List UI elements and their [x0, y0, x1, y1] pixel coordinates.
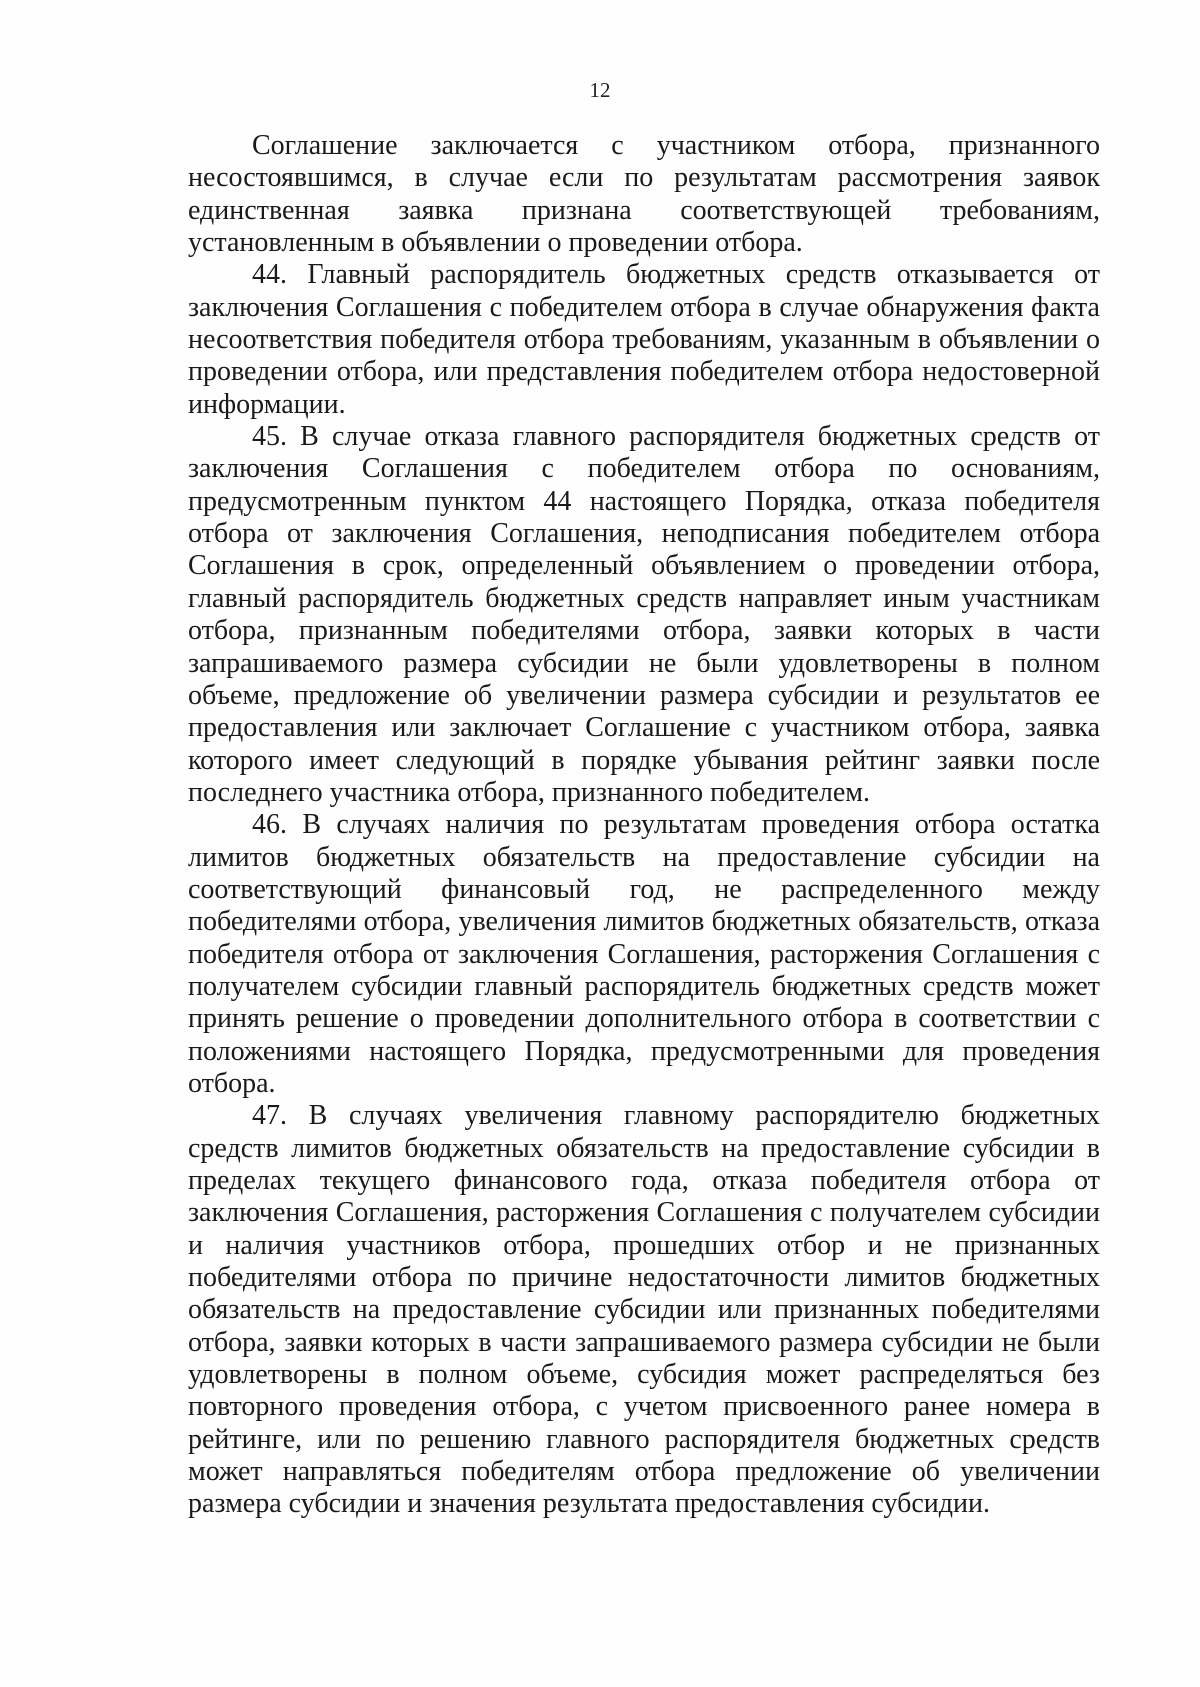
paragraph-47: 47. В случаях увеличения главному распорядителю бюджетных средств лимитов бюджетных обязательств на предоставление субсидии в пределах текущего финансового года, отказа победителя отбора от заключения Соглашения, расторжения Соглашения с получателем субсидии и наличия участников отбора, прошедших отбор и не признанных победителями отбора по причине недостаточности лимитов бюджетных обязательств на предоставление субсидии или признанных победителями отбора, заявки которых в части запрашиваемого размера субсидии не были удовлетворены в полном объеме, субсидия может распределяться без повторного проведения отбора, с учетом присвоенного ранее номера в рейтинге, или по решению главного распорядителя бюджетных средств может направляться победителям отбора предложение об увеличении размера субсидии и значения результата предоставления субсидии. [188, 1100, 1100, 1520]
page-number: 12 [589, 78, 611, 102]
document-body [188, 130, 1100, 1521]
paragraph-43-continuation: Соглашение заключается с участником отбора, признанного несостоявшимся, в случае если по результатам рассмотрения заявок единственная заявка признана соответствующей требованиям, установленным в объявлении о проведении отбора. [188, 130, 1100, 259]
paragraph-45: 45. В случае отказа главного распорядителя бюджетных средств от заключения Соглашения с победителем отбора по основаниям, предусмотренным пунктом 44 настоящего Порядка, отказа победителя отбора от заключения Соглашения, неподписания победителем отбора Соглашения в срок, определенный объявлением о проведении отбора, главный распорядитель бюджетных средств направляет иным участникам отбора, признанным победителями отбора, заявки которых в части запрашиваемого размера субсидии не были удовлетворены в полном объеме, предложение об увеличении размера субсидии и результатов ее предоставления или заключает Соглашение с участником отбора, заявка которого имеет следующий в порядке убывания рейтинг заявки после последнего участника отбора, признанного победителем. [188, 421, 1100, 808]
paragraph-46: 46. В случаях наличия по результатам проведения отбора остатка лимитов бюджетных обязательств на предоставление субсидии на соответствующий финансовый год, не распределенного между победителями отбора, увеличения лимитов бюджетных обязательств, отказа победителя отбора от заключения Соглашения, расторжения Соглашения с получателем субсидии главный распорядитель бюджетных средств может принять решение о проведении дополнительного отбора в соответствии с положениями настоящего Порядка, предусмотренными для проведения отбора. [188, 809, 1100, 1099]
paragraph-44: 44. Главный распорядитель бюджетных средств отказывается от заключения Соглашения с победителем отбора в случае обнаружения факта несоответствия победителя отбора требованиям, указанным в объявлении о проведении отбора, или представления победителем отбора недостоверной информации. [188, 259, 1100, 420]
